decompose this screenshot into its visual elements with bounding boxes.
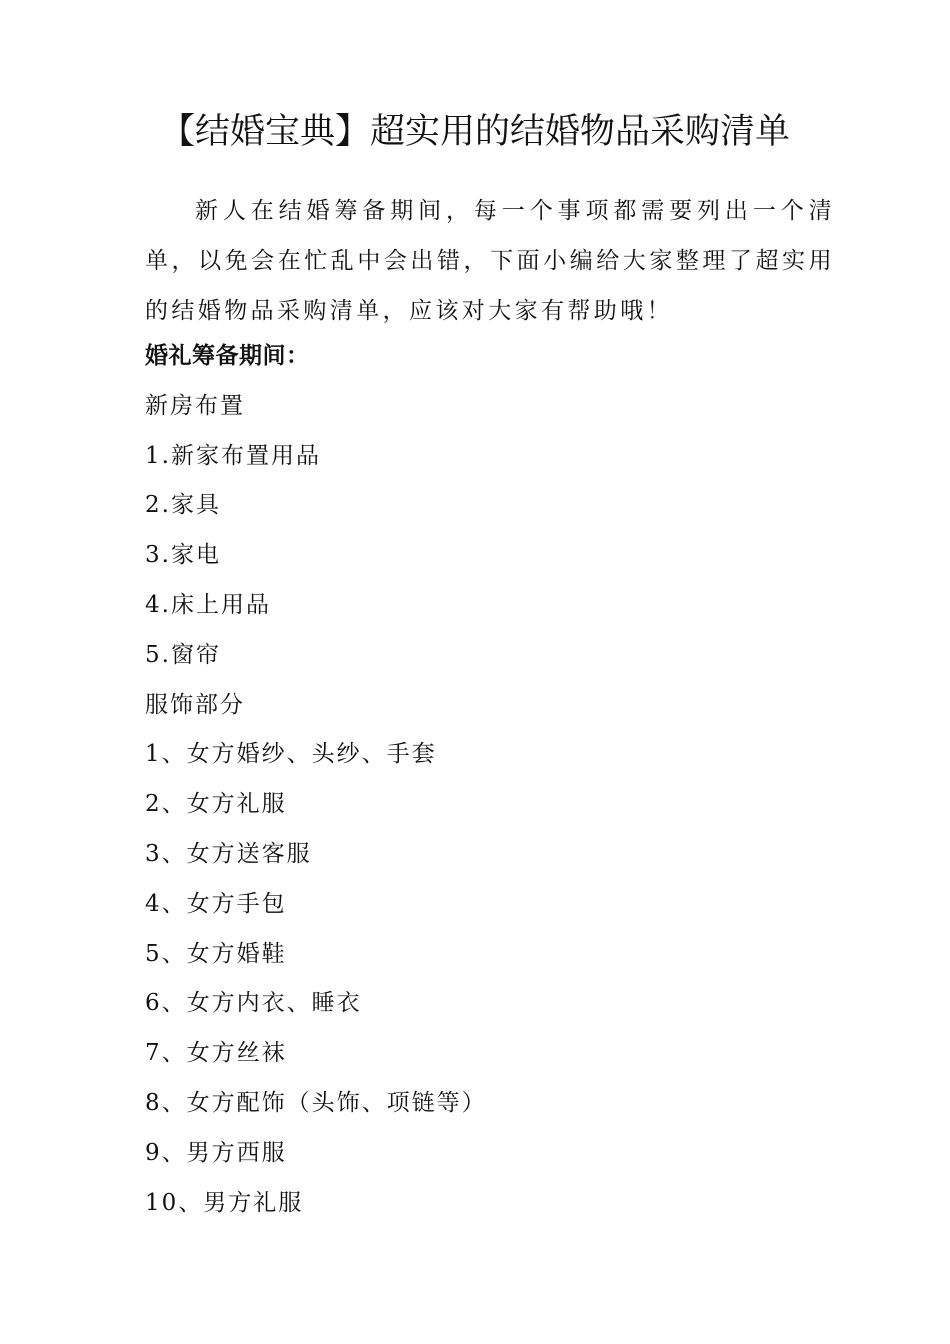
list-item: 4、女方手包 (145, 890, 287, 917)
content-list (145, 332, 835, 1228)
list-item: 2、女方礼服 (145, 791, 287, 818)
list-item: 7、女方丝袜 (145, 1040, 287, 1067)
list-item: 6、女方内衣、睡衣 (145, 990, 362, 1017)
list-item: 1、女方婚纱、头纱、手套 (145, 741, 437, 768)
list-item: 5、女方婚鞋 (145, 940, 287, 967)
list-item: 8、女方配饰（头饰、项链等） (145, 1089, 487, 1116)
list-item: 3、女方送客服 (145, 840, 312, 867)
subsection-new-home: 新房布置 (145, 392, 245, 419)
list-item: 5.窗帘 (145, 641, 221, 668)
subsection-clothing: 服饰部分 (145, 691, 245, 718)
list-item: 2.家具 (145, 492, 221, 519)
list-item: 9、男方西服 (145, 1139, 287, 1166)
section-heading: 婚礼筹备期间： (145, 343, 310, 369)
list-item: 4.床上用品 (145, 591, 271, 618)
list-item: 1.新家布置用品 (145, 442, 321, 469)
list-item: 10、男方礼服 (145, 1189, 304, 1216)
intro-paragraph: 新人在结婚筹备期间，每一个事项都需要列出一个清单，以免会在忙乱中会出错，下面小编给大家整理了超实用的结婚物品采购清单，应该对大家有帮助哦！ (145, 198, 835, 324)
document-title: 【结婚宝典】超实用的结婚物品采购清单 (159, 112, 790, 152)
list-item: 3.家电 (145, 542, 221, 569)
